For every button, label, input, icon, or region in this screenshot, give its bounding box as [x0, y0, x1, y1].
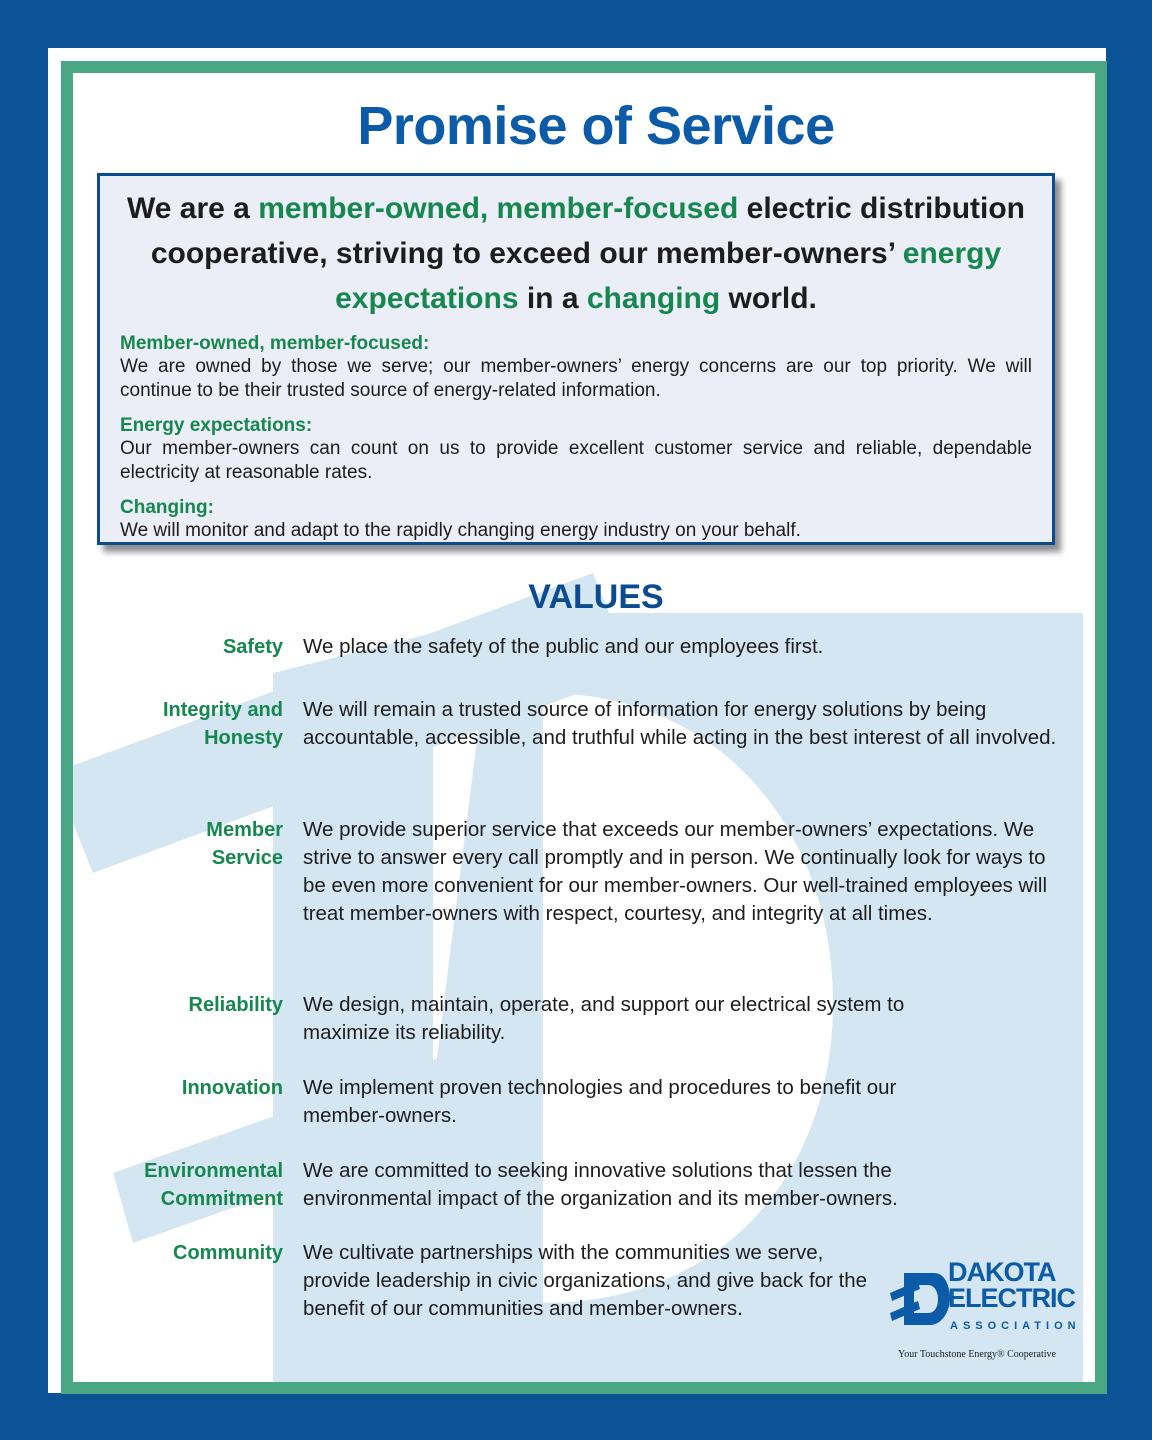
value-label: Community [173, 1242, 283, 1264]
value-label: Member Service [206, 819, 283, 869]
mission-highlight: changing [586, 282, 721, 315]
mission-highlight: energy expectations [335, 237, 1002, 315]
mission-box [97, 173, 1055, 545]
value-text: We design, maintain, operate, and support our electrical system to maximize its reliability. [303, 993, 905, 1044]
logo-tagline: Your Touchstone Energy® Cooperative [898, 1349, 1056, 1360]
definition-label: Energy expectations: [120, 415, 313, 436]
mission-statement [120, 186, 1032, 321]
de-logo-mark-icon [890, 1263, 950, 1333]
mission-highlight: member-owned, member-focused [258, 192, 739, 225]
value-text: We implement proven technologies and procedures to benefit our member-owners. [303, 1076, 897, 1127]
mission-part: world. [720, 282, 817, 315]
value-text: We cultivate partnerships with the communities we serve, provide leadership in civic organizations, and give back for the benefit of our communities and member-owners. [303, 1241, 868, 1320]
logo-word-2: ELECTRIC [948, 1283, 1075, 1313]
value-label: Reliability [188, 994, 283, 1016]
definition-label: Changing: [120, 497, 214, 518]
mission-part: electric distribution cooperative, striving to exceed our member-owners’ [150, 192, 1026, 270]
value-label: Integrity and Honesty [162, 699, 283, 749]
dakota-electric-logo [890, 1255, 1081, 1365]
definition-text: Our member-owners can count on us to provide excellent customer service and reliable, dependable electricity at reasonable rates. [120, 438, 1032, 483]
value-label: Environmental Commitment [144, 1160, 283, 1210]
definition-text: We are owned by those we serve; our member-owners’ energy concerns are our top priority. We will continue to be their trusted source of energy-related information. [120, 356, 1032, 401]
value-text: We will remain a trusted source of information for energy solutions by being accountable, accessible, and truthful while acting in the best interest of all involved. [303, 698, 1057, 749]
value-text: We place the safety of the public and our employees first. [303, 635, 824, 658]
page-title: Promise of Service [357, 96, 835, 156]
value-text: We are committed to seeking innovative solutions that lessen the environmental impact of the organization and its member-owners. [303, 1159, 898, 1210]
value-label: Safety [222, 636, 283, 658]
logo-word-1: DAKOTA [948, 1257, 1056, 1287]
value-text: We provide superior service that exceeds our member-owners’ expectations. We strive to answer every call promptly and in person. We continually look for ways to be even more convenient for our member-owners. Our well-trained employees will treat member-owners with respect, courtesy, and integrity at all times. [303, 818, 1048, 925]
poster-panel [61, 61, 1107, 1394]
definition-text: We will monitor and adapt to the rapidly changing energy industry on your behalf. [120, 520, 801, 541]
mission-part: in a [518, 282, 587, 315]
values-heading: VALUES [528, 578, 664, 616]
value-label: Innovation [181, 1077, 283, 1099]
mission-part: We are a [126, 192, 259, 225]
definition-label: Member-owned, member-focused: [120, 333, 430, 354]
logo-word-3: ASSOCIATION [950, 1320, 1081, 1332]
